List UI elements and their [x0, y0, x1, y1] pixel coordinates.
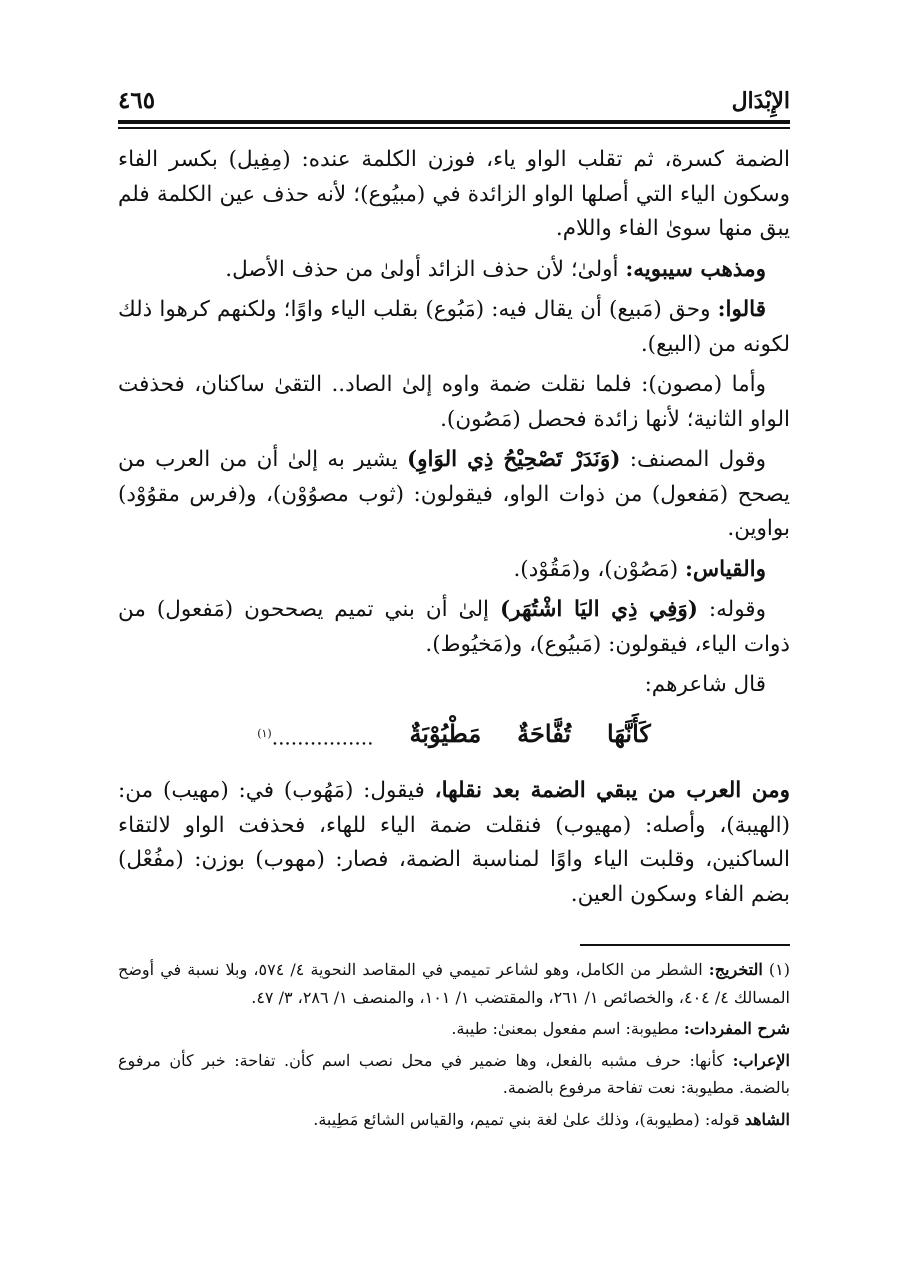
footnote-1-lead: التخريج: [708, 960, 763, 979]
paragraph-9-lead: ومن العرب من يبقي الضمة بعد نقلها، [434, 778, 790, 804]
paragraph-5-pre: وقول المصنف: [620, 447, 766, 472]
paragraph-6-text: (مَصُوْن)، و(مَقُوْد). [513, 556, 685, 582]
footnote-irab-lead: الإعراب: [732, 1050, 790, 1070]
poetry-verse [118, 717, 790, 755]
paragraph-8: قال شاعرهم: [644, 672, 766, 697]
paragraph-2 [118, 253, 790, 288]
verse-dots: ................ [271, 725, 374, 750]
footnote-irab-text: كأنها: حرف مشبه بالفعل، وها ضمير في محل نصب اسم كأن. تفاحة: خبر كأن مرفوع بالضمة. مطيوبة: نعت تفاحة مرفوع بالضمة. [118, 1050, 790, 1097]
footnote-shahid [118, 1106, 790, 1134]
paragraph-7-post: إلىٰ أن بني تميم يصححون (مَفعول) من ذوات الياء، فيقولون: (مَبيُوع)، و(مَخيُوط). [118, 597, 790, 657]
header-rule-thick [118, 120, 790, 124]
footnotes [118, 956, 790, 1137]
paragraph-3-lead: قالوا: [717, 297, 766, 322]
paragraph-5 [118, 443, 790, 547]
paragraph-1: الضمة كسرة، ثم تقلب الواو ياء، فوزن الكلمة عنده: (مِفِيل) بكسر الفاء وسكون الياء التي أصلها الواو الزائدة في (مبيُوع)؛ لأنه حذف عين الكلمة فلم يبق منها سوىٰ الفاء واللام. [118, 147, 790, 241]
page-number: ٤٦٥ [118, 87, 156, 114]
footnote-shahid-lead: الشاهد [744, 1109, 790, 1129]
footnote-1-number: (١) [768, 960, 790, 979]
paragraph-9-text: فيقول: (مَهُوب) في: (مهيب) من: (الهيبة)، وأصله: (مهيوب) فنقلت ضمة الياء للهاء، فحذفت الواو لالتقاء الساكنين، وقلبت الياء واوًا لمناسبة الضمة، فصار: (مهوب) بوزن: (مفُعْل) بضم الفاء وسكون العين. [118, 778, 790, 907]
paragraph-4: وأما (مصون): فلما نقلت ضمة واوه إلىٰ الصاد.. التقىٰ ساكنان، فحذفت الواو الثانية؛ لأنها زائدة فحصل (مَصُون). [118, 372, 790, 432]
running-head: الإِبْدَال [731, 88, 790, 114]
page-header [118, 78, 790, 114]
verse-word-2: تُفَّاحَةٌ [517, 718, 572, 748]
verse-ellipsis [257, 717, 373, 755]
paragraph-2-lead: ومذهب سيبويه: [625, 256, 766, 282]
paragraph-7 [118, 593, 790, 662]
footnote-separator [580, 944, 790, 946]
verse-word-1: كَأَنَّهَا [607, 718, 651, 748]
paragraph-9 [118, 774, 790, 912]
paragraph-6-lead: والقياس: [684, 556, 766, 582]
paragraph-5-post: يشير به إلىٰ أن من العرب من يصحح (مَفعول) من ذوات الواو، فيقولون: (ثوب مصوُوْن)، و(فرس مقوُوْد) بواوين. [118, 447, 790, 541]
paragraph-7-pre: وقوله: [697, 597, 766, 622]
footnote-1-text: الشطر من الكامل، وهو لشاعر تميمي في المقاصد النحوية ٤/ ٥٧٤، وبلا نسبة في أوضح المسالك ٤/ ٤٠٤، والخصائص ١/ ٢٦١، والمقتضب ١/ ١٠١، والمنصف ١/ ٢٨٦، ٣/ ٤٧. [118, 960, 790, 1007]
paragraph-7-quote: (وَفِي ذِي اليَا اشْتُهَر) [499, 597, 698, 622]
footnote-vocab [118, 1015, 790, 1043]
paragraph-3 [118, 293, 790, 362]
footnote-shahid-text: قوله: (مطيوبة)، وذلك علىٰ لغة بني تميم، والقياس الشائع مَطِيبة. [313, 1109, 745, 1129]
header-rule-thin [118, 127, 790, 129]
footnote-vocab-lead: شرح المفردات: [683, 1019, 790, 1038]
paragraph-2-text: أولىٰ؛ لأن حذف الزائد أولىٰ من حذف الأصل. [225, 256, 626, 282]
body-text [118, 143, 790, 918]
paragraph-6 [118, 553, 790, 588]
paragraph-5-quote: (وَنَدَرْ تَصْحِيْحُ ذِي الوَاوِ) [406, 447, 621, 472]
paragraph-3-text: وحق (مَبيع) أن يقال فيه: (مَبُوع) بقلب الياء واوًا؛ ولكنهم كرهوا ذلك لكونه من (البيع). [118, 297, 790, 357]
footnote-reference: (١) [257, 726, 272, 740]
footnote-irab [118, 1047, 790, 1102]
footnote-1 [118, 956, 790, 1011]
verse-word-3: مَطْيُوْبَةٌ [409, 718, 482, 748]
footnote-vocab-text: مطيوبة: اسم مفعول بمعنىٰ: طيبة. [451, 1019, 684, 1038]
